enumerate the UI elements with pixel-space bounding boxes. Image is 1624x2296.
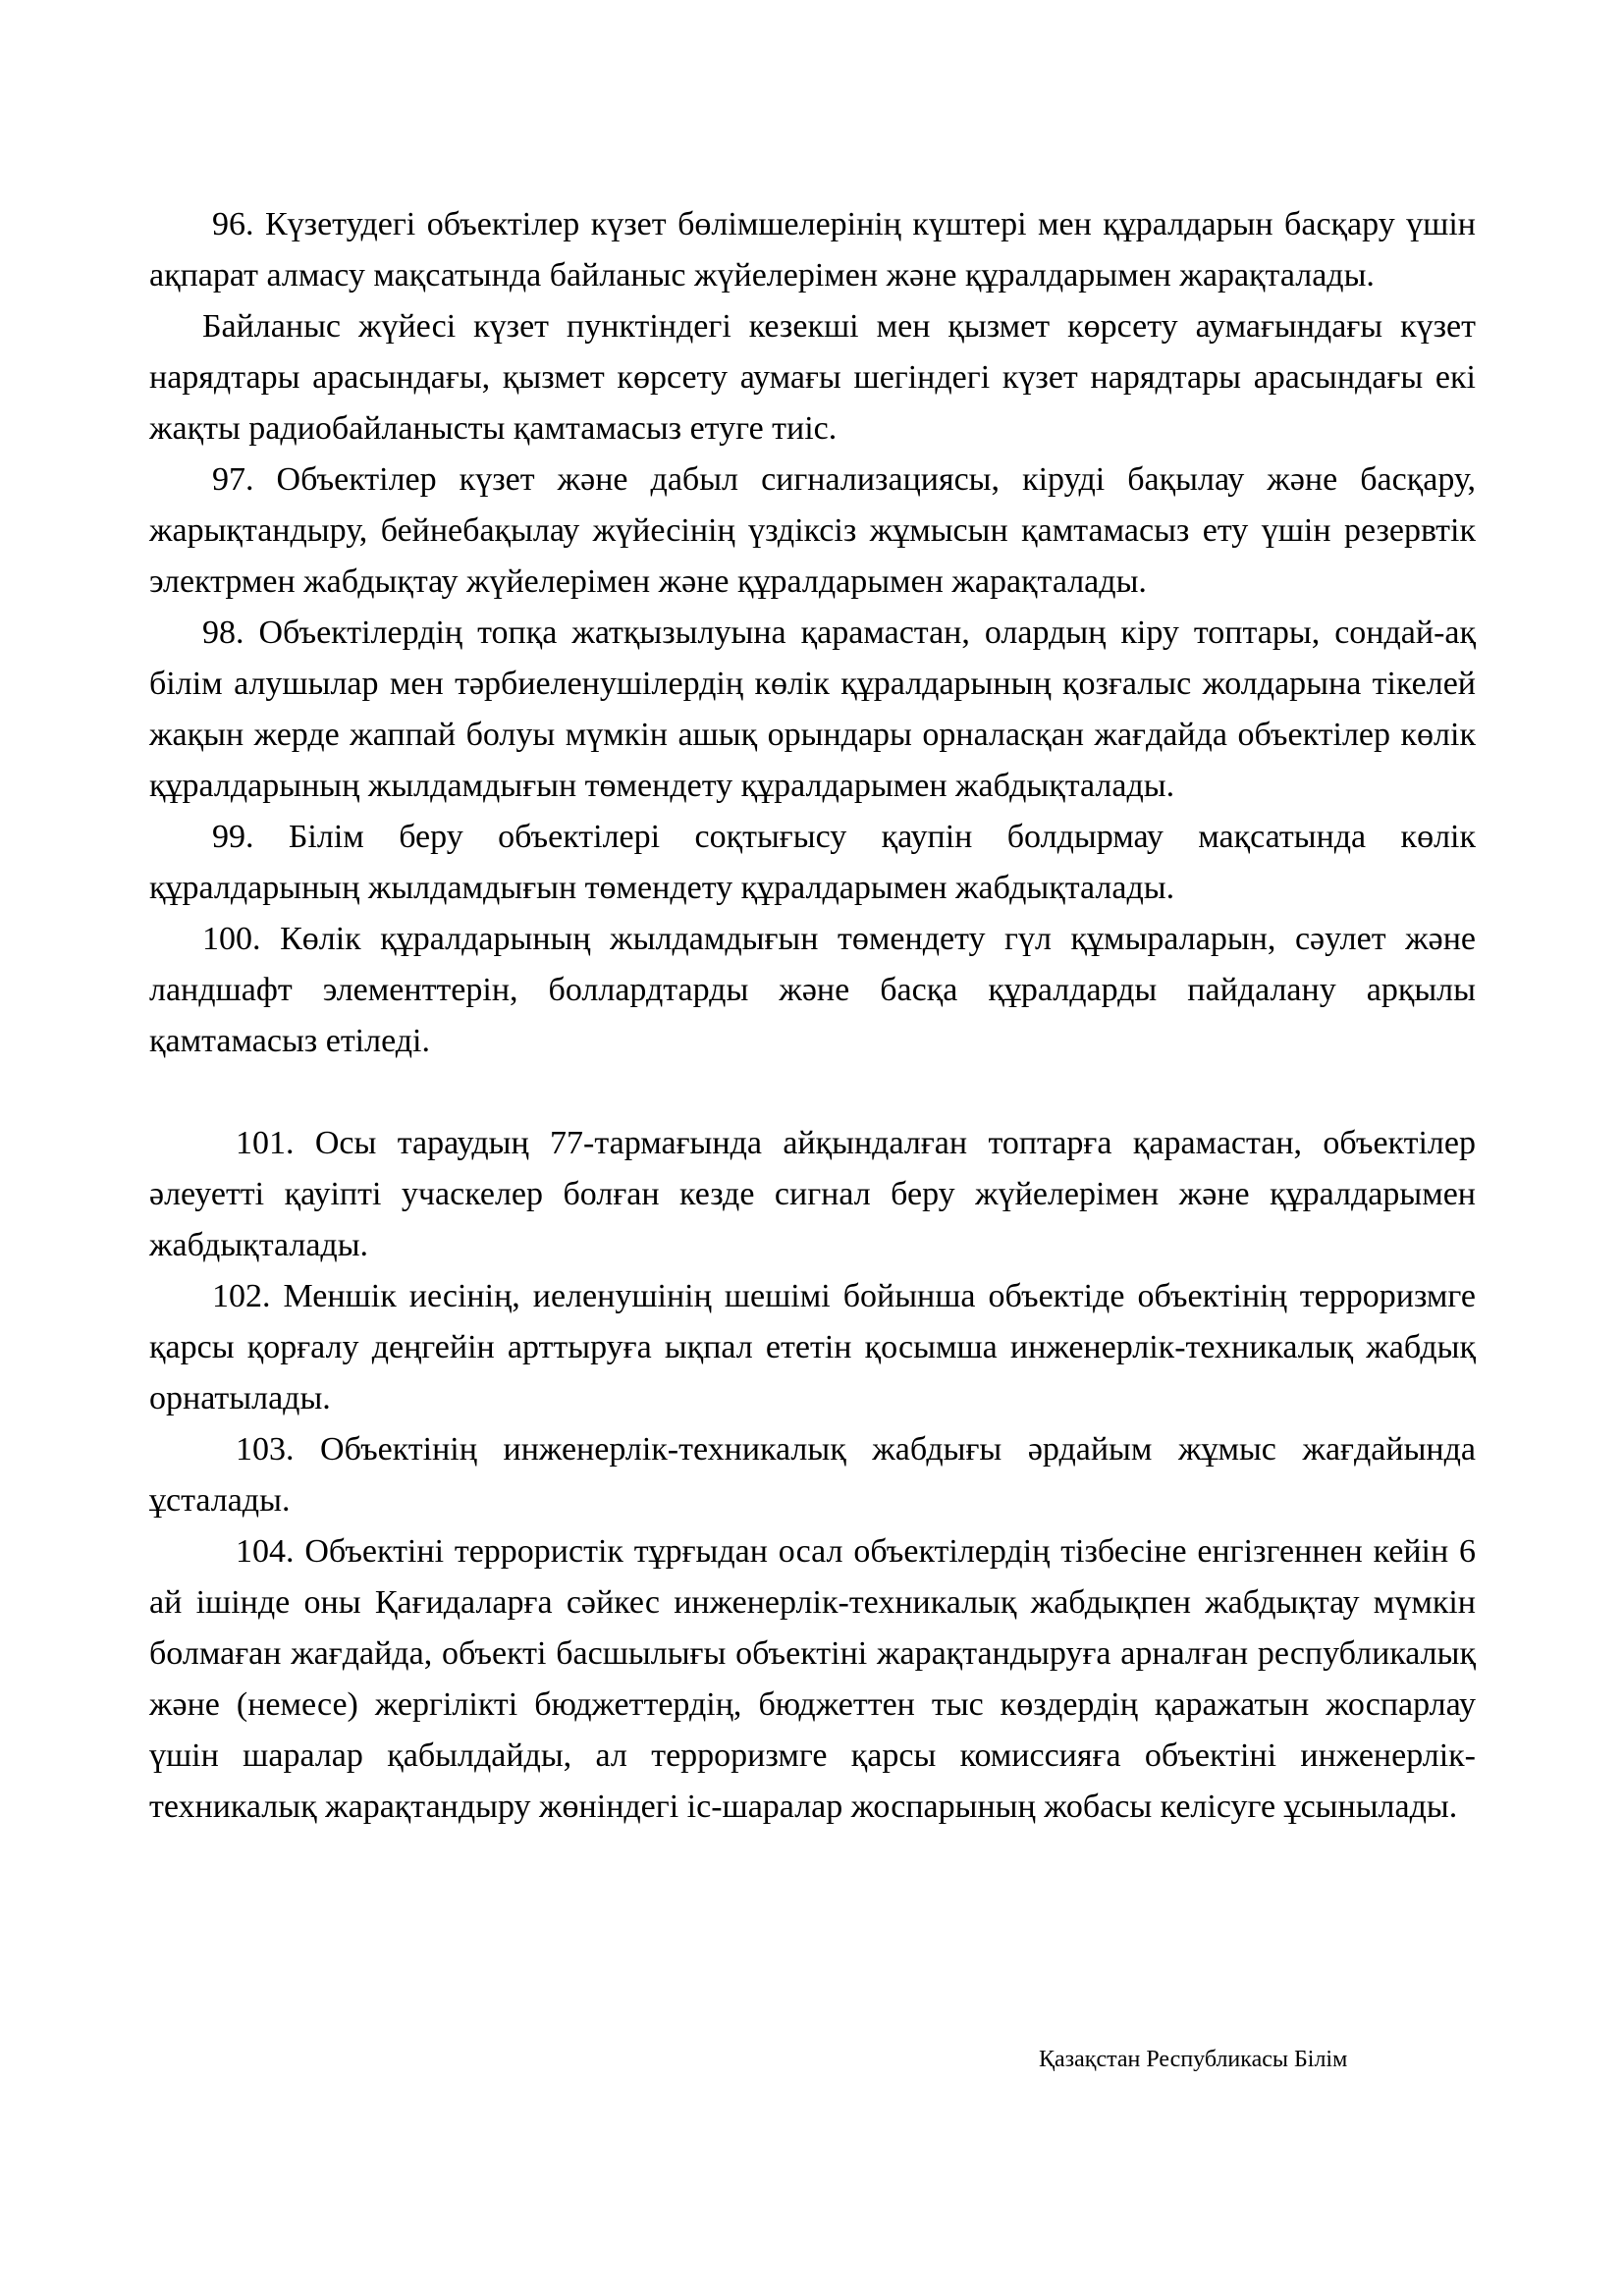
paragraph-96: 96. Күзетудегі объектілер күзет бөлімшелерінің күштері мен құралдарын басқару үшін ақпарат алмасу мақсатында байланыс жүйелерімен және құралдарымен жарақталады. [149, 206, 1476, 294]
paragraph-102: 102. Меншік иесінің, иеленушінің шешімі бойынша объектіде объектінің терроризмге қарсы қорғалу деңгейін арттыруға ықпал ететін қосымша инженерлік-техникалық жабдық орнатылады. [149, 1278, 1476, 1416]
paragraph-103: 103. Объектінің инженерлік-техникалық жабдығы әрдайым жұмыс жағдайында ұсталады. [149, 1431, 1476, 1519]
paragraph-98: 98. Объектілердің топқа жатқызылуына қарамастан, олардың кіру топтары, сондай-ақ білім алушылар мен тәрбиеленушілердің көлік құралдарының қозғалыс жолдарына тікелей жақын жерде жаппай болуы мүмкін ашық орындары орналасқан жағдайда объектілер көлік құралдарының жылдамдығын төмендету құралдарымен жабдықталады. [149, 614, 1476, 804]
paragraph-100: 100. Көлік құралдарының жылдамдығын төмендету гүл құмыраларын, сәулет және ландшафт элементтерін, боллардтарды және басқа құралдарды пайдалану арқылы қамтамасыз етіледі. [149, 921, 1476, 1059]
paragraph-104: 104. Объектіні террористік тұрғыдан осал объектілердің тізбесіне енгізгеннен кейін 6 ай ішінде оны Қағидаларға сәйкес инженерлік-техникалық жабдықпен жабдықтау мүмкін болмаған жағдайда, объекті басшылығы объектіні жарақтандыруға арналған республикалық және (немесе) жергілікті бюджеттердің, бюджеттен тыс көздердің қаражатын жоспарлау үшін шаралар қабылдайды, ал терроризмге қарсы комиссияға объектіні инженерлік-техникалық жарақтандыру жөніндегі іс-шаралар жоспарының жобасы келісуге ұсынылады. [149, 1533, 1476, 1825]
page-footer: Қазақстан Республикасы Білім [1039, 2047, 1348, 2072]
paragraph-99: 99. Білім беру объектілері соқтығысу қаупін болдырмау мақсатында көлік құралдарының жылдамдығын төмендету құралдарымен жабдықталады. [149, 819, 1476, 906]
document-body [149, 199, 1476, 1833]
paragraph-gap [149, 1067, 1476, 1118]
paragraph-97: 97. Объектілер күзет және дабыл сигнализациясы, кіруді бақылау және басқару, жарықтандыру, бейнебақылау жүйесінің үздіксіз жұмысын қамтамасыз ету үшін резервтік электрмен жабдықтау жүйелерімен және құралдарымен жарақталады. [149, 461, 1476, 600]
paragraph-101: 101. Осы тараудың 77-тармағында айқындалған топтарға қарамастан, объектілер әлеуетті қауіпті учаскелер болған кезде сигнал беру жүйелерімен және құралдарымен жабдықталады. [149, 1125, 1476, 1263]
paragraph-96-continued: Байланыс жүйесі күзет пунктіндегі кезекші мен қызмет көрсету аумағындағы күзет нарядтары арасындағы, қызмет көрсету аумағы шегіндегі күзет нарядтары арасындағы екі жақты радиобайланысты қамтамасыз етуге тиіс. [149, 308, 1476, 447]
